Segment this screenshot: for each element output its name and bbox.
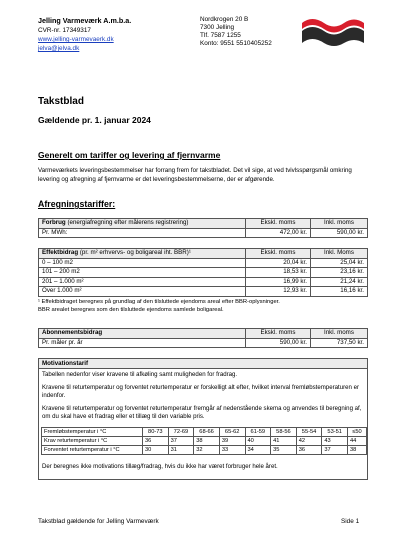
temp-cell: 61-59 (245, 428, 271, 437)
table-row (39, 268, 368, 278)
footnote-line-2: BBR arealet beregnes som den tilsluttede ejendoms samlede boligareal. (38, 307, 224, 313)
effect-label-bold: Effektbidrag (42, 249, 79, 257)
subscription-incl-header: Inkl. moms (310, 329, 367, 339)
temp-cell: 65-62 (219, 428, 245, 437)
consumption-row-excl: 472,00 kr. (246, 228, 311, 238)
effect-footnote (38, 298, 368, 314)
temp-cell: ≤50 (348, 428, 367, 437)
effect-row-incl: 25,04 kr. (310, 258, 367, 268)
temp-cell: 31 (168, 446, 194, 455)
temp-cell: 72-69 (168, 428, 194, 437)
subscription-excl-header: Ekskl. moms (246, 329, 311, 339)
motivation-text-3: Kravene til returtemperatur og forventet returtemperatur fremgår af nedenstående skema og anvendes til beregning af, om du skal have et fradrag eller et tillæg til den variable pris. (42, 405, 362, 420)
effect-row-label: Over 1.000 m² (39, 287, 246, 297)
temp-cell: 68-66 (194, 428, 220, 437)
motivation-box (38, 358, 368, 480)
temp-cell: 36 (143, 437, 169, 446)
temperature-table (41, 427, 367, 455)
effect-row-excl: 16,99 kr. (246, 277, 311, 287)
address-account: Konto: 9551 5510405252 (200, 40, 272, 47)
temp-cell: 40 (245, 437, 271, 446)
temp-cell: 58-56 (271, 428, 297, 437)
consumption-excl-header: Ekskl. moms (246, 219, 311, 229)
company-cvr: CVR-nr. 17349317 (38, 27, 91, 34)
effect-table (38, 248, 368, 297)
tariffs-heading (38, 199, 115, 209)
temp-cell: 32 (194, 446, 220, 455)
temp-cell: 44 (348, 437, 367, 446)
temp-cell: 36 (296, 446, 322, 455)
table-row (39, 338, 368, 348)
temp-cell: 53-51 (322, 428, 348, 437)
temp-row-label: Fremløbstemperatur i °C (42, 428, 143, 437)
temp-cell: 42 (296, 437, 322, 446)
effect-row-label: 0 – 100 m2 (39, 258, 246, 268)
address-street: Nordkrogen 20 B (200, 16, 249, 23)
motivation-text-2: Kravene til returtemperatur og forventet returtemperatur er forskelligt alt efter, hvilket interval fremløbstemperaturen er indenfor. (42, 384, 360, 399)
table-row (42, 446, 367, 455)
effect-row-excl: 12,93 kr. (246, 287, 311, 297)
page-title: Takstblad (38, 96, 84, 107)
temp-cell: 41 (271, 437, 297, 446)
footnote-line-1: ¹ Effektbidraget beregnes på grundlag af den tilsluttede ejendoms areal efter BBR-oplysninger. (38, 299, 280, 305)
effect-row-incl: 23,16 kr. (310, 268, 367, 278)
table-row (39, 228, 368, 238)
consumption-label-bold: Forbrug (42, 219, 66, 227)
motivation-text-1: Tabellen nedenfor viser kravene til afkøling samt muligheden for fradrag. (42, 371, 238, 378)
temp-cell: 38 (194, 437, 220, 446)
table-row (39, 287, 368, 297)
subscription-row-label: Pr. måler pr. år (39, 338, 246, 348)
subscription-row-incl: 737,50 kr. (310, 338, 367, 348)
consumption-row-incl: 590,00 kr. (310, 228, 367, 238)
temp-cell: 35 (271, 446, 297, 455)
tariffs-heading-text: Afregningstariffer: (38, 199, 116, 209)
company-website-link[interactable]: www.jelling-varmevaerk.dk (38, 36, 114, 43)
effect-row-excl: 20,04 kr. (246, 258, 311, 268)
motivation-text-4: Der beregnes ikke motivations tillæg/fradrag, hvis du ikke har været forbruger hele året. (42, 463, 278, 470)
temp-cell: 38 (348, 446, 367, 455)
temp-cell: 39 (219, 437, 245, 446)
temp-cell: 37 (168, 437, 194, 446)
company-email-link[interactable]: jelva@jelva.dk (38, 45, 80, 52)
table-row (42, 428, 367, 437)
page-number: Side 1 (341, 518, 360, 525)
consumption-label-rest: (energiafregning efter målerens registrering) (65, 219, 189, 227)
temp-row-label: Krav returtemperatur i °C (42, 437, 143, 446)
effect-incl-header: Inkl. Moms (310, 249, 367, 259)
company-address (200, 16, 272, 48)
subscription-table (38, 328, 368, 348)
general-text: Varmeværkets leveringsbestemmelser har forrang frem for takstbladet. Det vil sige, at ved tvivlsspørgsmål omkring levering og afregning af fjernvarme er det leveringsbestemmelserne, der er afgørende. (38, 167, 352, 183)
effect-label-rest: (pr. m² erhvervs- og boligareal iht. BBR)¹ (78, 249, 191, 257)
subscription-row-excl: 590,00 kr. (246, 338, 311, 348)
effect-row-incl: 16,16 kr. (310, 287, 367, 297)
subscription-label-header: Abonnementsbidrag (39, 329, 246, 339)
temp-cell: 30 (143, 446, 169, 455)
company-info (38, 26, 114, 53)
effect-row-label: 201 – 1.000 m² (39, 277, 246, 287)
effect-row-label: 101 – 200 m2 (39, 268, 246, 278)
company-name: Jelling Varmeværk A.m.b.a. (38, 16, 132, 25)
address-city: 7300 Jelling (200, 24, 235, 31)
temp-cell: 34 (245, 446, 271, 455)
table-header-row (39, 219, 368, 229)
table-header-row (39, 249, 368, 259)
effect-row-excl: 18,53 kr. (246, 268, 311, 278)
consumption-row-label: Pr. MWh: (39, 228, 246, 238)
table-header-row (39, 329, 368, 339)
table-row (42, 437, 367, 446)
consumption-label-cell (39, 219, 246, 229)
temp-cell: 43 (322, 437, 348, 446)
general-heading: Generelt om tariffer og levering af fjernvarme (38, 150, 221, 160)
temp-cell: 55-54 (296, 428, 322, 437)
footer-left: Takstblad gældende for Jelling Varmeværk (38, 518, 159, 525)
temp-cell: 37 (322, 446, 348, 455)
consumption-table (38, 218, 368, 238)
effect-row-incl: 21,24 kr. (310, 277, 367, 287)
table-row (39, 258, 368, 268)
company-logo (298, 13, 368, 47)
temp-cell: 80-73 (143, 428, 169, 437)
table-row (39, 277, 368, 287)
temp-row-label: Forventet returtemperatur i °C (42, 446, 143, 455)
effect-excl-header: Ekskl. moms (246, 249, 311, 259)
address-phone: Tlf. 7587 1255 (200, 32, 241, 39)
effect-label-cell (39, 249, 246, 259)
motivation-heading: Motivationstarif (39, 359, 367, 369)
consumption-incl-header: Inkl. moms (310, 219, 367, 229)
temp-cell: 33 (219, 446, 245, 455)
valid-from: Gældende pr. 1. januar 2024 (38, 115, 151, 125)
